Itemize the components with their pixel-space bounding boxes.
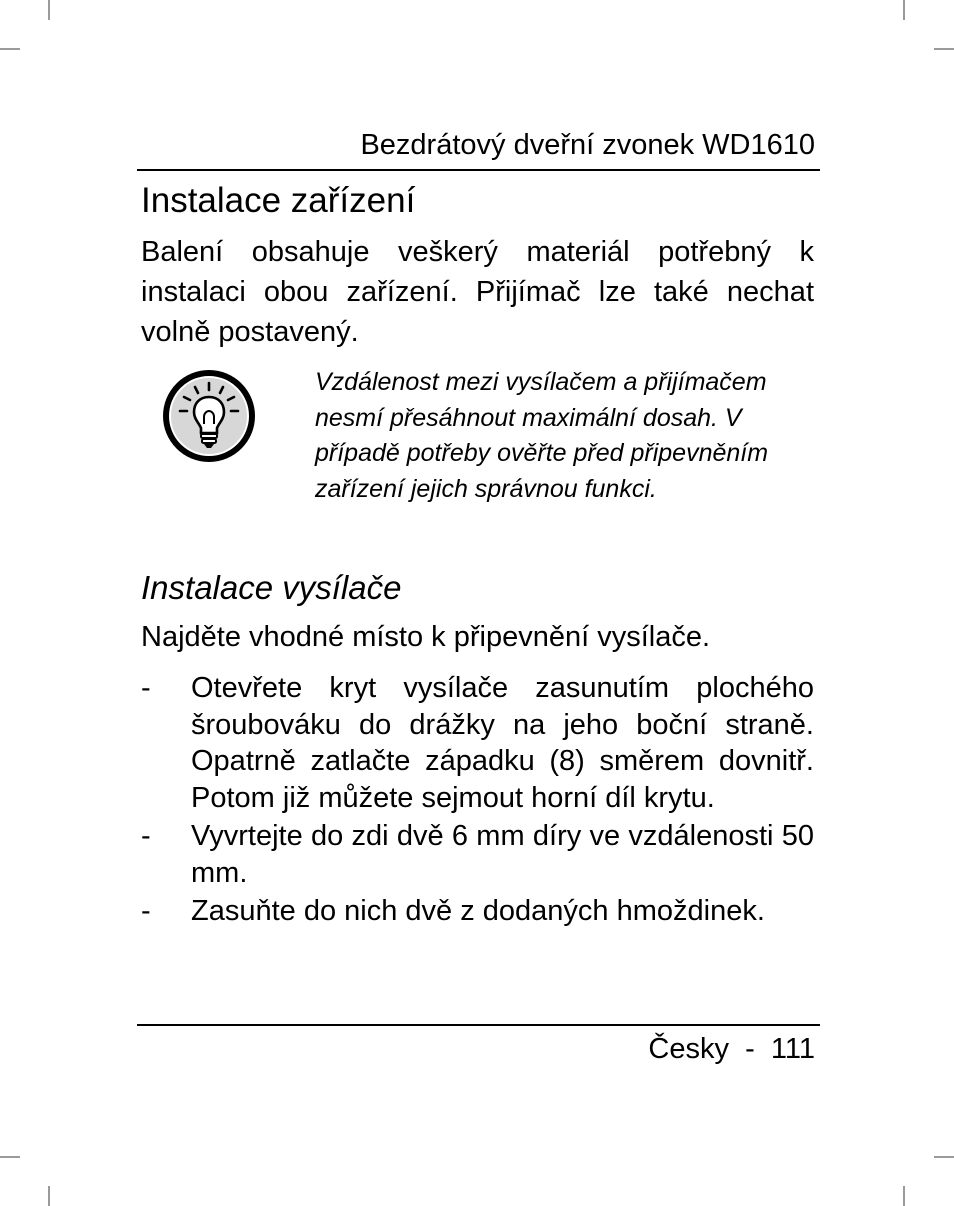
lightbulb-icon bbox=[157, 364, 261, 468]
list-item bbox=[141, 893, 814, 930]
bullet: - bbox=[141, 672, 151, 704]
page-number: 111 bbox=[770, 1033, 815, 1065]
intro-paragraph: Balení obsahuje veškerý materiál potřebný k instalaci obou zařízení. Přijímač lze také nechat volně postavený. bbox=[141, 236, 814, 348]
list-item bbox=[141, 670, 814, 816]
lead-paragraph: Najděte vhodné místo k připevnění vysílače. bbox=[141, 621, 711, 653]
bullet: - bbox=[141, 895, 151, 927]
section-title: Instalace zařízení bbox=[141, 181, 416, 220]
step-text: Otevřete kryt vysílače zasunutím plochého šroubováku do drážky na jeho boční straně. Opatrně zatlačte západku (8) směrem dovnitř. Potom již můžete sejmout horní díl krytu. bbox=[191, 672, 814, 814]
header-rule bbox=[137, 169, 820, 171]
crop-mark bbox=[934, 48, 954, 50]
crop-mark bbox=[903, 0, 905, 20]
crop-mark bbox=[934, 1156, 954, 1158]
page-footer bbox=[137, 1031, 815, 1067]
steps-list bbox=[141, 670, 814, 930]
crop-mark bbox=[0, 48, 20, 50]
crop-mark bbox=[903, 1186, 905, 1206]
step-text: Zasuňte do nich dvě z dodaných hmoždinek. bbox=[191, 895, 765, 927]
bullet: - bbox=[141, 820, 151, 852]
step-text: Vyvrtejte do zdi dvě 6 mm díry ve vzdálenosti 50 mm. bbox=[191, 820, 814, 889]
running-header: Bezdrátový dveřní zvonek WD1610 bbox=[360, 129, 815, 161]
subsection-title: Instalace vysílače bbox=[141, 569, 402, 606]
footer-language: Česky bbox=[648, 1033, 729, 1065]
footer-rule bbox=[137, 1024, 820, 1026]
list-item bbox=[141, 818, 814, 891]
crop-mark bbox=[48, 0, 50, 20]
footer-separator: - bbox=[745, 1033, 755, 1065]
tip-text: Vzdálenost mezi vysílačem a přijímačem nesmí přesáhnout maximální dosah. V případě potřeby ověřte před připevněním zařízení jejich správnou funkci. bbox=[315, 368, 769, 503]
crop-mark bbox=[48, 1186, 50, 1206]
crop-mark bbox=[0, 1156, 20, 1158]
